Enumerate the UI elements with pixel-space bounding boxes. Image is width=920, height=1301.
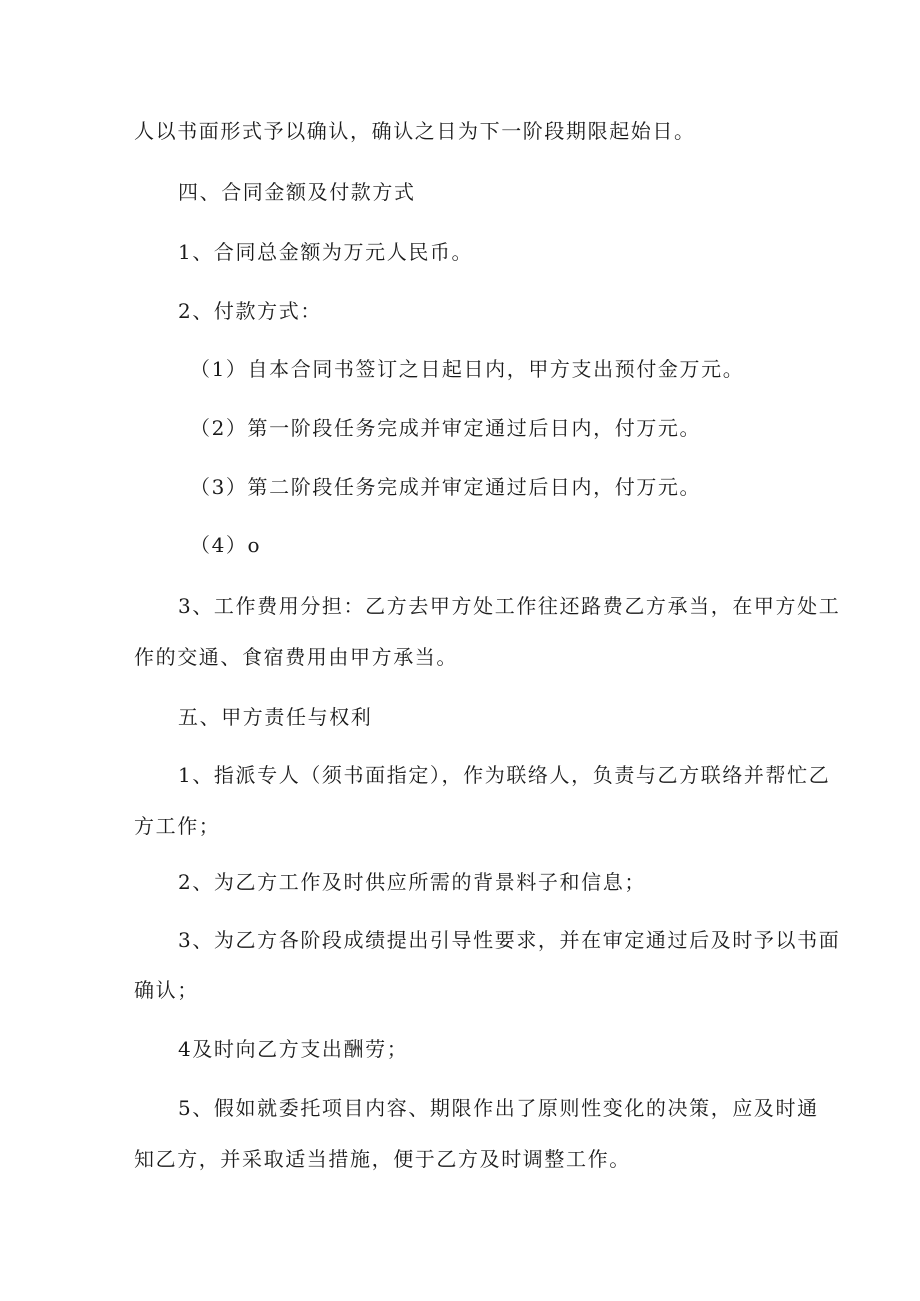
text-line: 人以书面形式予以确认，确认之日为下一阶段期限起始日。 <box>134 119 696 143</box>
text-line: 5、假如就委托项目内容、期限作出了原则性变化的决策，应及时通 <box>178 1096 819 1120</box>
text-line: （1）自本合同书签订之日起日内，甲方支出预付金万元。 <box>190 357 745 381</box>
text-line: 方工作； <box>134 814 221 838</box>
text-line: 2、付款方式： <box>178 299 322 323</box>
section-heading: 四、合同金额及付款方式 <box>178 180 416 204</box>
text-line: 4及时向乙方支出酬劳； <box>178 1037 409 1061</box>
text-line: 作的交通、食宿费用由甲方承当。 <box>134 645 458 669</box>
text-line: 3、为乙方各阶段成绩提出引导性要求，并在审定通过后及时予以书面 <box>178 928 841 952</box>
section-heading: 五、甲方责任与权利 <box>178 705 373 729</box>
text-line: 1、合同总金额为万元人民币。 <box>178 240 474 264</box>
text-line: 2、为乙方工作及时供应所需的背景料子和信息； <box>178 870 646 894</box>
text-line: （2）第一阶段任务完成并审定通过后日内，付万元。 <box>190 416 702 440</box>
text-line: 确认； <box>134 978 199 1002</box>
text-line: 1、指派专人（须书面指定），作为联络人，负责与乙方联络并帮忙乙 <box>178 763 831 787</box>
text-line: （4）o <box>190 533 262 557</box>
text-line: （3）第二阶段任务完成并审定通过后日内，付万元。 <box>190 475 702 499</box>
text-line: 知乙方，并采取适当措施，便于乙方及时调整工作。 <box>134 1147 631 1171</box>
text-line: 3、工作费用分担：乙方去甲方处工作往还路费乙方承当，在甲方处工 <box>178 594 841 618</box>
